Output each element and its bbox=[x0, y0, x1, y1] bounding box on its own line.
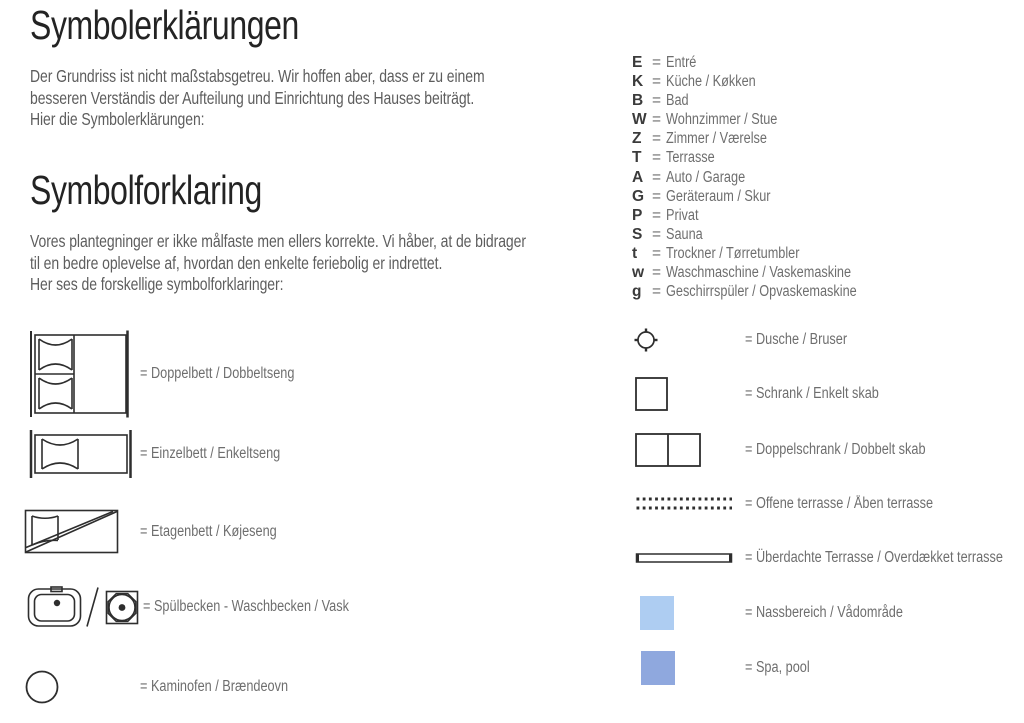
intro-line: Hier die Symbolerklärungen: bbox=[30, 109, 205, 129]
code-label: Wohnzimmer / Stue bbox=[666, 111, 778, 129]
shower-icon bbox=[633, 327, 659, 353]
legend-row bbox=[635, 433, 965, 467]
code-letter: g bbox=[632, 283, 642, 301]
code-label: Trockner / Tørretumbler bbox=[666, 244, 800, 262]
single-bed-icon bbox=[28, 428, 134, 480]
letter-code-row bbox=[632, 207, 899, 226]
intro-text-danish bbox=[30, 231, 526, 296]
intro-line: Der Grundriss ist nicht maßstabsgetreu. Wir hoffen aber, dass er zu einem bbox=[30, 66, 485, 86]
letter-code-list bbox=[632, 54, 899, 302]
equals-sign: = bbox=[652, 264, 662, 282]
equals-sign: = bbox=[652, 225, 662, 243]
code-letter: S bbox=[632, 225, 643, 243]
letter-code-row bbox=[632, 92, 899, 111]
legend-label: = Offene terrasse / Åben terrasse bbox=[745, 494, 934, 512]
legend-label: = Spa, pool bbox=[745, 659, 810, 676]
letter-code-row bbox=[632, 245, 899, 264]
letter-code-row bbox=[632, 111, 899, 130]
code-letter: P bbox=[632, 206, 643, 224]
letter-code-row bbox=[632, 54, 899, 73]
single-cabinet-icon bbox=[635, 377, 669, 411]
code-letter: t bbox=[632, 244, 638, 262]
letter-code-row bbox=[632, 73, 899, 92]
open-terrace-icon bbox=[635, 495, 733, 512]
code-label: Terrasse bbox=[666, 149, 715, 167]
code-letter: T bbox=[632, 149, 642, 167]
double-bed-icon bbox=[28, 330, 130, 418]
sink-washbasin-icon bbox=[27, 586, 139, 628]
page-title-german: Symbolerklärungen bbox=[30, 2, 299, 48]
letter-code-row bbox=[632, 226, 899, 245]
legend-label: = Einzelbett / Enkeltseng bbox=[140, 445, 281, 462]
letter-code-row bbox=[632, 188, 899, 207]
intro-line: Vores plantegninger er ikke målfaste men ellers korrekte. Vi håber, at de bidrager bbox=[30, 231, 526, 251]
code-letter: E bbox=[632, 54, 643, 71]
code-label: Geräteraum / Skur bbox=[666, 187, 771, 205]
code-label: Auto / Garage bbox=[666, 168, 746, 186]
legend-row bbox=[24, 509, 307, 555]
equals-sign: = bbox=[652, 168, 662, 186]
code-letter: A bbox=[632, 168, 644, 186]
code-letter: W bbox=[632, 111, 647, 129]
code-label: Küche / Køkken bbox=[666, 73, 756, 91]
legend-row bbox=[635, 377, 908, 411]
bunk-bed-icon bbox=[24, 509, 120, 555]
code-letter: G bbox=[632, 187, 645, 205]
legend-row bbox=[25, 670, 321, 704]
intro-text-german bbox=[30, 66, 485, 131]
legend-row bbox=[28, 330, 328, 418]
legend-row bbox=[28, 428, 311, 480]
code-label: Bad bbox=[666, 92, 689, 110]
equals-sign: = bbox=[652, 92, 662, 110]
legend-label: = Etagenbett / Køjeseng bbox=[140, 523, 277, 540]
legend-row bbox=[635, 549, 1024, 566]
letter-code-row bbox=[632, 283, 899, 302]
equals-sign: = bbox=[652, 149, 662, 167]
letter-code-row bbox=[632, 264, 899, 283]
legend-label: = Doppelbett / Dobbeltseng bbox=[140, 365, 295, 382]
legend-row bbox=[635, 495, 974, 512]
equals-sign: = bbox=[652, 283, 662, 301]
code-label: Geschirrspüler / Opvaskemaskine bbox=[666, 283, 857, 301]
legend-label: = Nassbereich / Vådområde bbox=[745, 604, 903, 621]
letter-code-row bbox=[632, 130, 899, 149]
code-letter: B bbox=[632, 92, 644, 110]
legend-label: = Kaminofen / Brændeovn bbox=[140, 678, 289, 695]
legend-label: = Spülbecken - Waschbecken / Vask bbox=[143, 598, 349, 615]
wood-stove-icon bbox=[25, 670, 59, 704]
equals-sign: = bbox=[652, 244, 662, 262]
page-title-danish: Symbolforklaring bbox=[30, 167, 262, 213]
legend-row bbox=[633, 327, 869, 353]
code-letter: K bbox=[632, 73, 644, 91]
legend-row bbox=[27, 586, 394, 628]
legend-row bbox=[641, 651, 824, 685]
double-cabinet-icon bbox=[635, 433, 701, 467]
code-letter: w bbox=[632, 264, 645, 282]
equals-sign: = bbox=[652, 130, 662, 148]
intro-line: til en bedre oplevelse af, hvordan den enkelte feriebolig er indrettet. bbox=[30, 252, 443, 273]
intro-line: besseren Verständis der Aufteilung und Einrichtung des Hauses beiträgt. bbox=[30, 87, 475, 108]
equals-sign: = bbox=[652, 54, 662, 71]
letter-code-row bbox=[632, 169, 899, 188]
equals-sign: = bbox=[652, 206, 662, 224]
legend-label: = Schrank / Enkelt skab bbox=[745, 385, 879, 402]
equals-sign: = bbox=[652, 187, 662, 205]
legend-label: = Dusche / Bruser bbox=[745, 331, 848, 348]
legend-label: = Überdachte Terrasse / Overdækket terrasse bbox=[745, 549, 1003, 566]
equals-sign: = bbox=[652, 111, 662, 129]
legend-row bbox=[640, 596, 938, 630]
spa-pool-swatch bbox=[641, 651, 675, 685]
code-label: Sauna bbox=[666, 225, 703, 243]
intro-line: Her ses de forskellige symbolforklaringer: bbox=[30, 274, 284, 294]
covered-terrace-icon bbox=[635, 552, 733, 564]
code-letter: Z bbox=[632, 130, 642, 148]
letter-code-row bbox=[632, 149, 899, 168]
code-label: Privat bbox=[666, 206, 699, 224]
code-label: Waschmaschine / Vaskemaskine bbox=[666, 264, 852, 282]
wet-area-swatch bbox=[640, 596, 674, 630]
code-label: Zimmer / Værelse bbox=[666, 130, 767, 148]
code-label: Entré bbox=[666, 54, 697, 71]
equals-sign: = bbox=[652, 73, 662, 91]
legend-label: = Doppelschrank / Dobbelt skab bbox=[745, 441, 926, 458]
